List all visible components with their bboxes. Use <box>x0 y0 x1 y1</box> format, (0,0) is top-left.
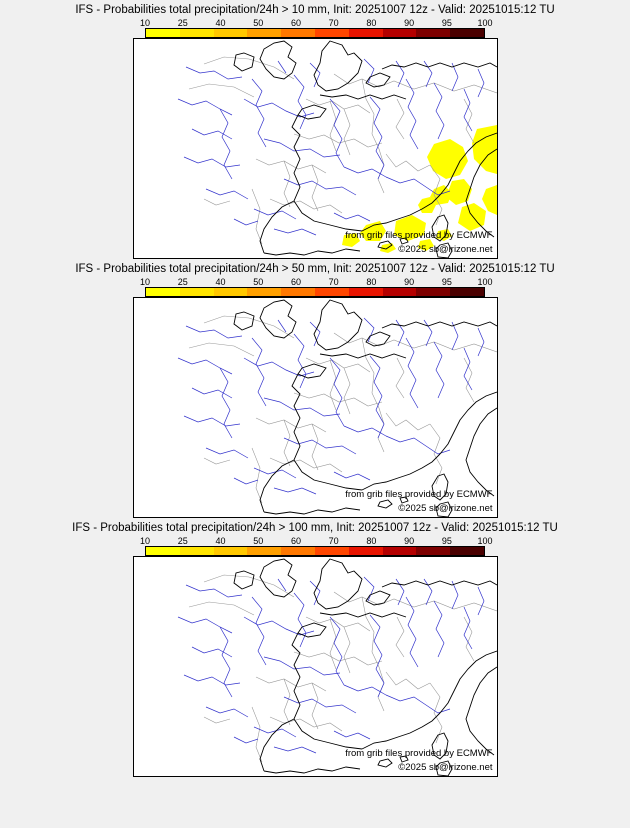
legend-labels <box>139 536 493 546</box>
map-container <box>0 556 630 777</box>
legend-swatch <box>383 288 417 296</box>
copyright-credit: ©2025 sb@irizone.net <box>398 244 493 255</box>
probability-legend <box>139 536 493 556</box>
legend-swatch <box>349 288 383 296</box>
legend-label: 95 <box>441 277 452 287</box>
legend-swatch <box>214 29 248 37</box>
legend-swatch <box>247 29 281 37</box>
legend-colorbar <box>145 28 485 38</box>
rivers <box>178 318 484 494</box>
legend-swatch <box>281 547 315 555</box>
panel-title: IFS - Probabilities total precipitation/24h > 50 mm, Init: 20251007 12z - Valid: 20251015:12 TU <box>75 263 555 275</box>
legend-label: 80 <box>366 536 377 546</box>
legend-swatch <box>383 29 417 37</box>
legend-label: 60 <box>290 277 301 287</box>
legend-label: 100 <box>477 536 493 546</box>
legend-swatch <box>214 547 248 555</box>
legend-label: 60 <box>290 18 301 28</box>
legend-container <box>0 18 630 38</box>
panel-100mm <box>0 518 630 777</box>
legend-colorbar <box>145 546 485 556</box>
precipitation-map[interactable] <box>133 297 498 518</box>
legend-labels <box>139 277 493 287</box>
legend-label: 70 <box>328 18 339 28</box>
legend-swatch <box>180 29 214 37</box>
legend-swatch <box>214 288 248 296</box>
legend-label: 40 <box>215 277 226 287</box>
legend-swatch <box>281 29 315 37</box>
legend-label: 90 <box>404 18 415 28</box>
country-borders <box>189 316 497 503</box>
legend-label: 10 <box>139 18 151 28</box>
copyright-credit: ©2025 sb@irizone.net <box>398 762 493 773</box>
legend-label: 50 <box>253 277 264 287</box>
probability-legend <box>139 18 493 38</box>
map-container <box>0 38 630 259</box>
panel-title: IFS - Probabilities total precipitation/24h > 10 mm, Init: 20251007 12z - Valid: 20251015:12 TU <box>75 4 555 16</box>
legend-label: 40 <box>215 536 226 546</box>
legend-label: 70 <box>328 536 339 546</box>
legend-swatch <box>416 29 450 37</box>
legend-label: 25 <box>177 277 188 287</box>
legend-label: 50 <box>253 536 264 546</box>
legend-swatch <box>146 547 180 555</box>
legend-swatch <box>146 288 180 296</box>
panel-50mm <box>0 259 630 518</box>
legend-label: 90 <box>404 277 415 287</box>
legend-label: 60 <box>290 536 301 546</box>
legend-label: 100 <box>477 18 493 28</box>
coastlines <box>234 559 497 776</box>
panel-title: IFS - Probabilities total precipitation/24h > 100 mm, Init: 20251007 12z - Valid: 20251015:12 TU <box>72 522 558 534</box>
legend-swatch <box>180 288 214 296</box>
legend-swatch <box>349 29 383 37</box>
legend-swatch <box>450 288 484 296</box>
legend-swatch <box>315 288 349 296</box>
grib-credit: from grib files provided by ECMWF <box>345 489 493 500</box>
panel-10mm <box>0 0 630 259</box>
grib-credit: from grib files provided by ECMWF <box>345 748 493 759</box>
legend-label: 40 <box>215 18 226 28</box>
legend-label: 10 <box>139 536 151 546</box>
legend-colorbar <box>145 287 485 297</box>
legend-label: 25 <box>177 536 188 546</box>
legend-swatch <box>180 547 214 555</box>
legend-swatch <box>281 288 315 296</box>
legend-label: 95 <box>441 18 452 28</box>
legend-swatch <box>315 29 349 37</box>
legend-swatch <box>146 29 180 37</box>
grib-credit: from grib files provided by ECMWF <box>345 230 493 241</box>
legend-swatch <box>450 29 484 37</box>
legend-swatch <box>315 547 349 555</box>
legend-swatch <box>247 547 281 555</box>
precipitation-map[interactable] <box>133 556 498 777</box>
legend-swatch <box>416 288 450 296</box>
legend-label: 80 <box>366 18 377 28</box>
coastlines <box>234 300 497 517</box>
map-container <box>0 297 630 518</box>
legend-container <box>0 277 630 297</box>
legend-label: 70 <box>328 277 339 287</box>
legend-label: 10 <box>139 277 151 287</box>
legend-swatch <box>349 547 383 555</box>
copyright-credit: ©2025 sb@irizone.net <box>398 503 493 514</box>
legend-label: 25 <box>177 18 188 28</box>
legend-container <box>0 536 630 556</box>
legend-label: 100 <box>477 277 493 287</box>
country-borders <box>189 575 497 762</box>
legend-label: 95 <box>441 536 452 546</box>
legend-swatch <box>450 547 484 555</box>
precipitation-map[interactable] <box>133 38 498 259</box>
legend-label: 90 <box>404 536 415 546</box>
legend-swatch <box>383 547 417 555</box>
legend-label: 80 <box>366 277 377 287</box>
legend-labels <box>139 18 493 28</box>
legend-label: 50 <box>253 18 264 28</box>
rivers <box>178 577 484 753</box>
probability-legend <box>139 277 493 297</box>
legend-swatch <box>416 547 450 555</box>
legend-swatch <box>247 288 281 296</box>
